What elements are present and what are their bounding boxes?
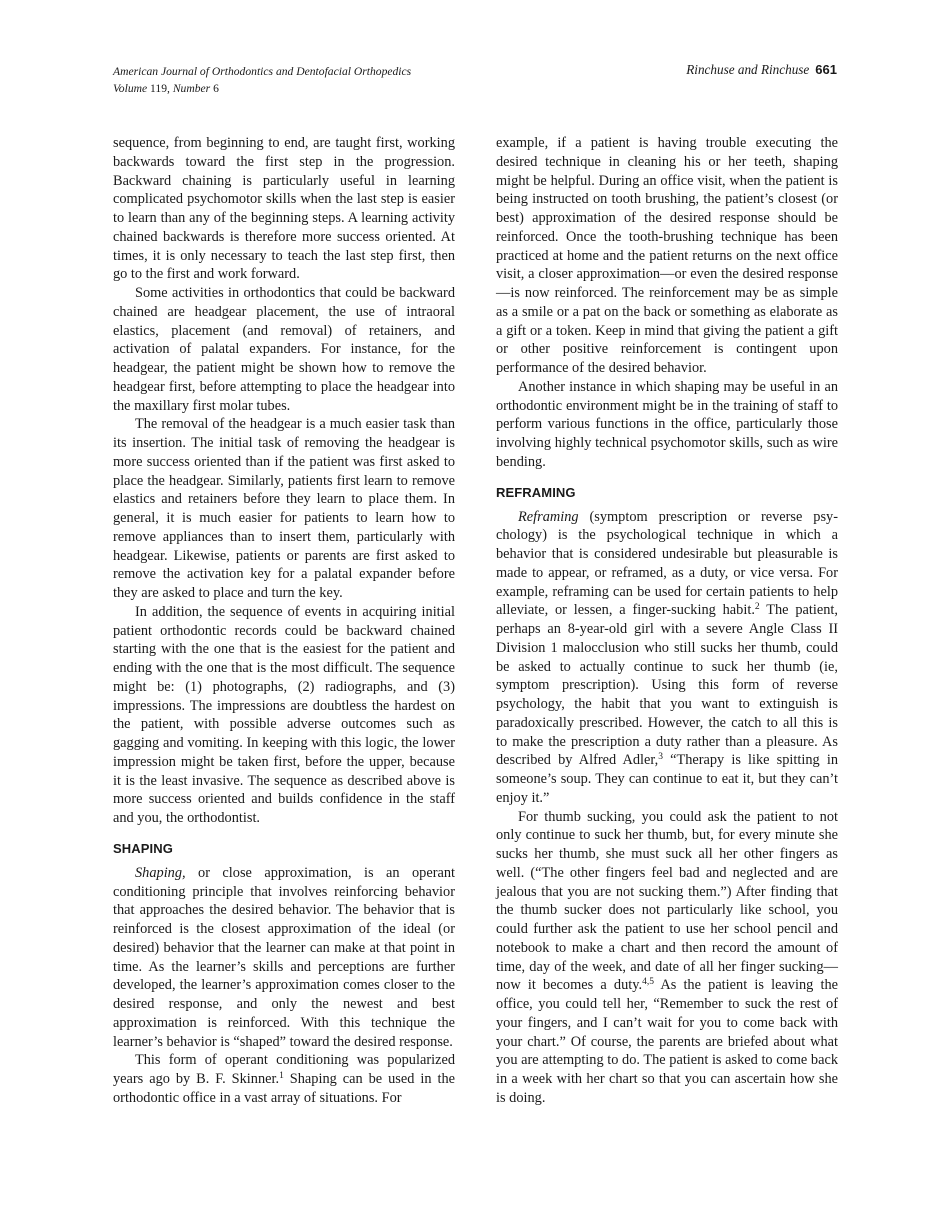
reframing-text-c: “Therapy is like spitting in someone’s soup. They can continue to eat it, but they can’t enjoy it.”: [496, 752, 838, 806]
reference-superscript: 3: [658, 752, 663, 763]
thumb-sucking-text-a: For thumb sucking, you could ask the patient to not only continue to suck her thumb, but, for every minute she sucks her thumb, she must suck all her other fingers as well. (“The other fingers feel bad and neglected and are jealous that you are not sucking them.”) After finding that the thumb sucker does not particularly like school, you could further ask the patient to use her school pencil and notebook to make a chart and then record the amount of time, day of the week, and date of all her finger sucking—now it becomes a duty.: [496, 808, 838, 994]
term-reframing: Reframing: [518, 508, 579, 525]
skinner-text-a: This form of operant conditioning was popularized years ago by B. F. Skinner.: [113, 1052, 455, 1087]
right-column: [496, 134, 838, 1108]
reference-superscript: 2: [754, 602, 760, 613]
paragraph-records-sequence: In addition, the sequence of events in acquiring initial patient orthodontic records could be backward chained starting with the one that is the easiest for the patient and ending with the one that is the most difficult. The sequence might be: (1) photographs, (2) radiographs, and (3) impressions. The impressions are doubtless the hardest on the patient, with possible adverse outcomes such as gagging and vomiting. In keeping with this logic, the lower impression might be taken first, before the upper, because it is the least invasive. The sequence as described above is more success oriented and builds confidence in the staff and you, the orthodontist.: [113, 603, 455, 826]
journal-citation: [113, 63, 411, 97]
reframing-text-b: The patient, perhaps an 8-year-old girl with a severe Angle Class II Division 1 malocclusion who still sucks her thumb, could be asked to actually continue to suck her thumb (ie, symptom prescription). Using this form of reverse psychology, the habit that you want to extinguish is paradoxically prescribed. However, the catch to all this is to make the prescription a duty rather than a pleasure. As described by Alfred Adler,: [496, 602, 838, 769]
page-number: 661: [815, 62, 837, 77]
issue-number: 6: [213, 82, 219, 95]
journal-title: American Journal of Orthodontics and Dentofacial Orthopedics: [113, 65, 412, 78]
paragraph-skinner: [113, 1051, 455, 1107]
volume-number: 119: [150, 82, 168, 95]
section-heading-shaping: SHAPING: [113, 840, 173, 856]
skinner-text-b: Shaping can be used in the orthodontic office in a vast array of situations. For: [113, 1071, 455, 1106]
section-heading-reframing: REFRAMING: [496, 484, 576, 500]
paragraph-shaping-definition: [113, 864, 455, 1052]
running-authors: Rinchuse and Rinchuse: [686, 62, 810, 77]
reference-superscript: 1: [279, 1071, 284, 1081]
shaping-definition-text: or close approximation, is an operant conditioning principle that involves reinforcing behavior that approaches the desired behavior. The behavior that is reinforced is the closest approximation of the ideal (or desired) behavior that the learner can make at that point in time. As the learner’s skills and perceptions are further developed, the learner’s approximation comes closer to the desired response, and only the newest and best approximation is reinforced. With this technique the learner’s behavior is “shaped” toward the desired response.: [113, 864, 455, 1050]
volume-issue: Volume 119, Number 6: [113, 82, 219, 95]
reframing-text-a: (symptom prescription or reverse psychology) is the psychological technique in which a behavior that is considered undesirable but pleasurable is made to appear, or reframed, as a duty, or vice versa. For example, reframing can be used for certain patients to help alleviate, or lessen, a finger-sucking habit.: [496, 508, 838, 619]
paragraph-backward-chaining-end: sequence, from beginning to end, are taught first, working backwards toward the first step in the progression. Backward chaining is particularly useful in learning complicated psychomotor skills when the last step is easier to learn than any of the beginning steps. A learning activity chained backwards is therefore more success oriented. At times, it is only necessary to teach the last step first, then go to the first and work forward.: [113, 135, 455, 283]
left-column: [113, 134, 455, 1108]
reference-superscript: 4,5: [642, 977, 654, 988]
term-shaping: Shaping,: [135, 864, 186, 881]
author-page-block: [686, 61, 837, 78]
volume-label: Volume: [113, 82, 148, 95]
paragraph-toothbrushing-example: example, if a patient is having trouble executing the desired technique in cleaning his or her teeth, shaping might be helpful. During an office visit, when the patient is being instructed on tooth brushing, the patient’s closest (or best) approximation of the desired response should be reinforced. Once the tooth-brushing technique has been practiced at home and the patient returns on the next office visit, a closer approximation—or even the desired response—is now reinforced. The reinforcement may be as simple as a smile or a pat on the back or something as elaborate as a gift or a token. Keep in mind that giving the patient a gift or other positive reinforcement is contingent upon performance of the desired behavior.: [496, 135, 838, 376]
paragraph-orthodontic-activities: Some activities in orthodontics that could be backward chained are headgear placement, the use of intraoral elastics, placement (and removal) of retainers, and activation of palatal expanders. For instance, for the headgear, the patient might be shown how to remove the headgear first, before attempting to place the headgear into the maxillary first molar tubes.: [113, 285, 455, 414]
paragraph-thumb-sucking: [496, 808, 838, 1108]
paragraph-reframing-definition: [496, 508, 838, 808]
paragraph-staff-training: Another instance in which shaping may be useful in an orthodontic environment might be in the training of staff to perform various functions in the office, particularly those involving highly technical psychomotor skills, such as wire bending.: [496, 378, 838, 470]
number-label: Number: [172, 82, 211, 95]
thumb-sucking-text-b: As the patient is leaving the office, you could tell her, “Remember to suck the rest of your fingers, and I can’t wait for you to come back with your chart.” Of course, the parents are briefed about what you are attempting to do. The patient is asked to come back in a week with her chart so that you can ascertain how she is doing.: [496, 977, 838, 1106]
paragraph-headgear-removal: The removal of the headgear is a much easier task than its insertion. The initial task of removing the headgear is more success oriented than if the patient was first asked to place the headgear. Similarly, patients first learn to remove elastics and retainers before they learn to place them. In general, it is much easier for patients to learn how to remove appliances than to insert them, particularly with headgear. Likewise, patients or parents are first asked to remove the activation key for a palatal expander before they are asked to place and turn the key.: [113, 416, 455, 601]
